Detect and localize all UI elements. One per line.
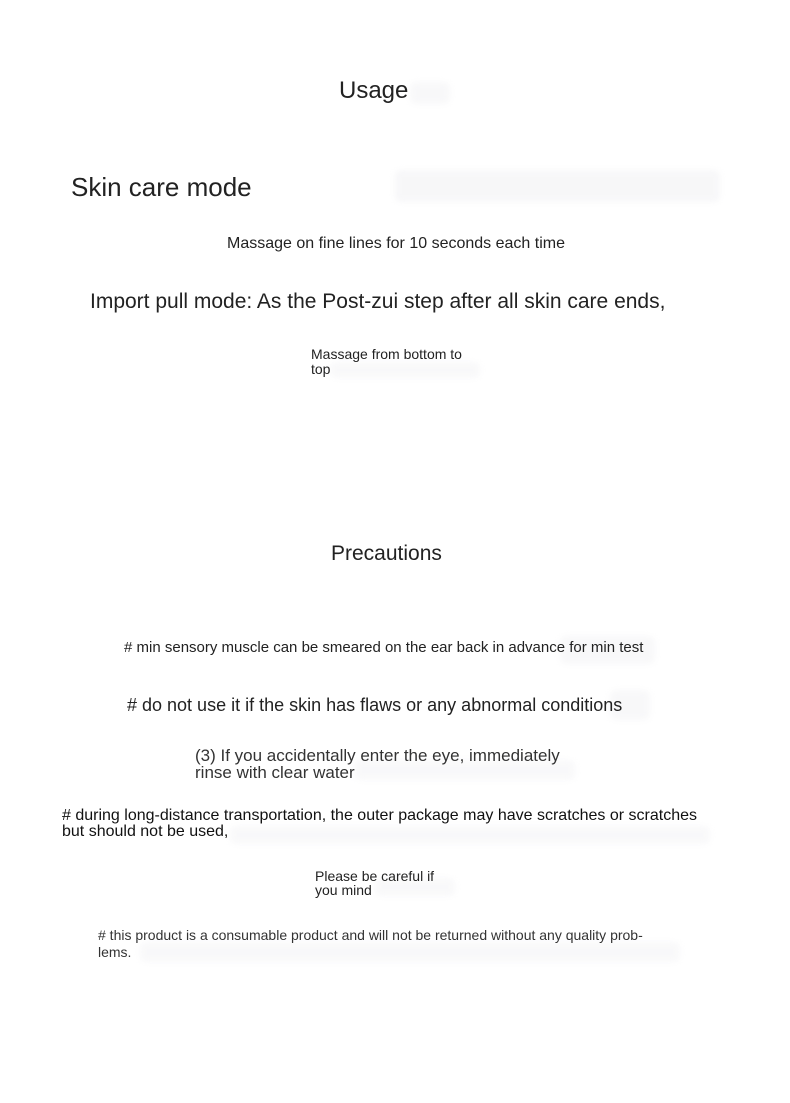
precaution-item: Please be careful if you mind xyxy=(315,868,435,898)
precaution-item: # min sensory muscle can be smeared on the ear back in advance for min test xyxy=(124,639,644,656)
precautions-heading: Precautions xyxy=(331,542,442,565)
skin-care-mode-title: Skin care mode xyxy=(71,172,252,202)
precaution-item: # do not use it if the skin has flaws or any abnormal conditions xyxy=(127,695,623,715)
precaution-item: # during long-distance transportation, the outer package may have scratches or scratches but should not be used, xyxy=(62,807,698,840)
precaution-item: # this product is a consumable product and will not be returned without any quality prob-lems. xyxy=(98,927,643,960)
ghost-smudge xyxy=(410,82,450,104)
usage-heading: Usage xyxy=(339,77,409,104)
precaution-item: (3) If you accidentally enter the eye, immediately rinse with clear water xyxy=(195,746,560,782)
massage-direction-text: Massage from bottom to top xyxy=(311,346,462,377)
import-pull-mode-text: Import pull mode: As the Post-zui step after all skin care ends, xyxy=(90,290,666,313)
ghost-smudge xyxy=(395,170,720,202)
massage-fine-lines-text: Massage on fine lines for 10 seconds each time xyxy=(227,235,565,252)
